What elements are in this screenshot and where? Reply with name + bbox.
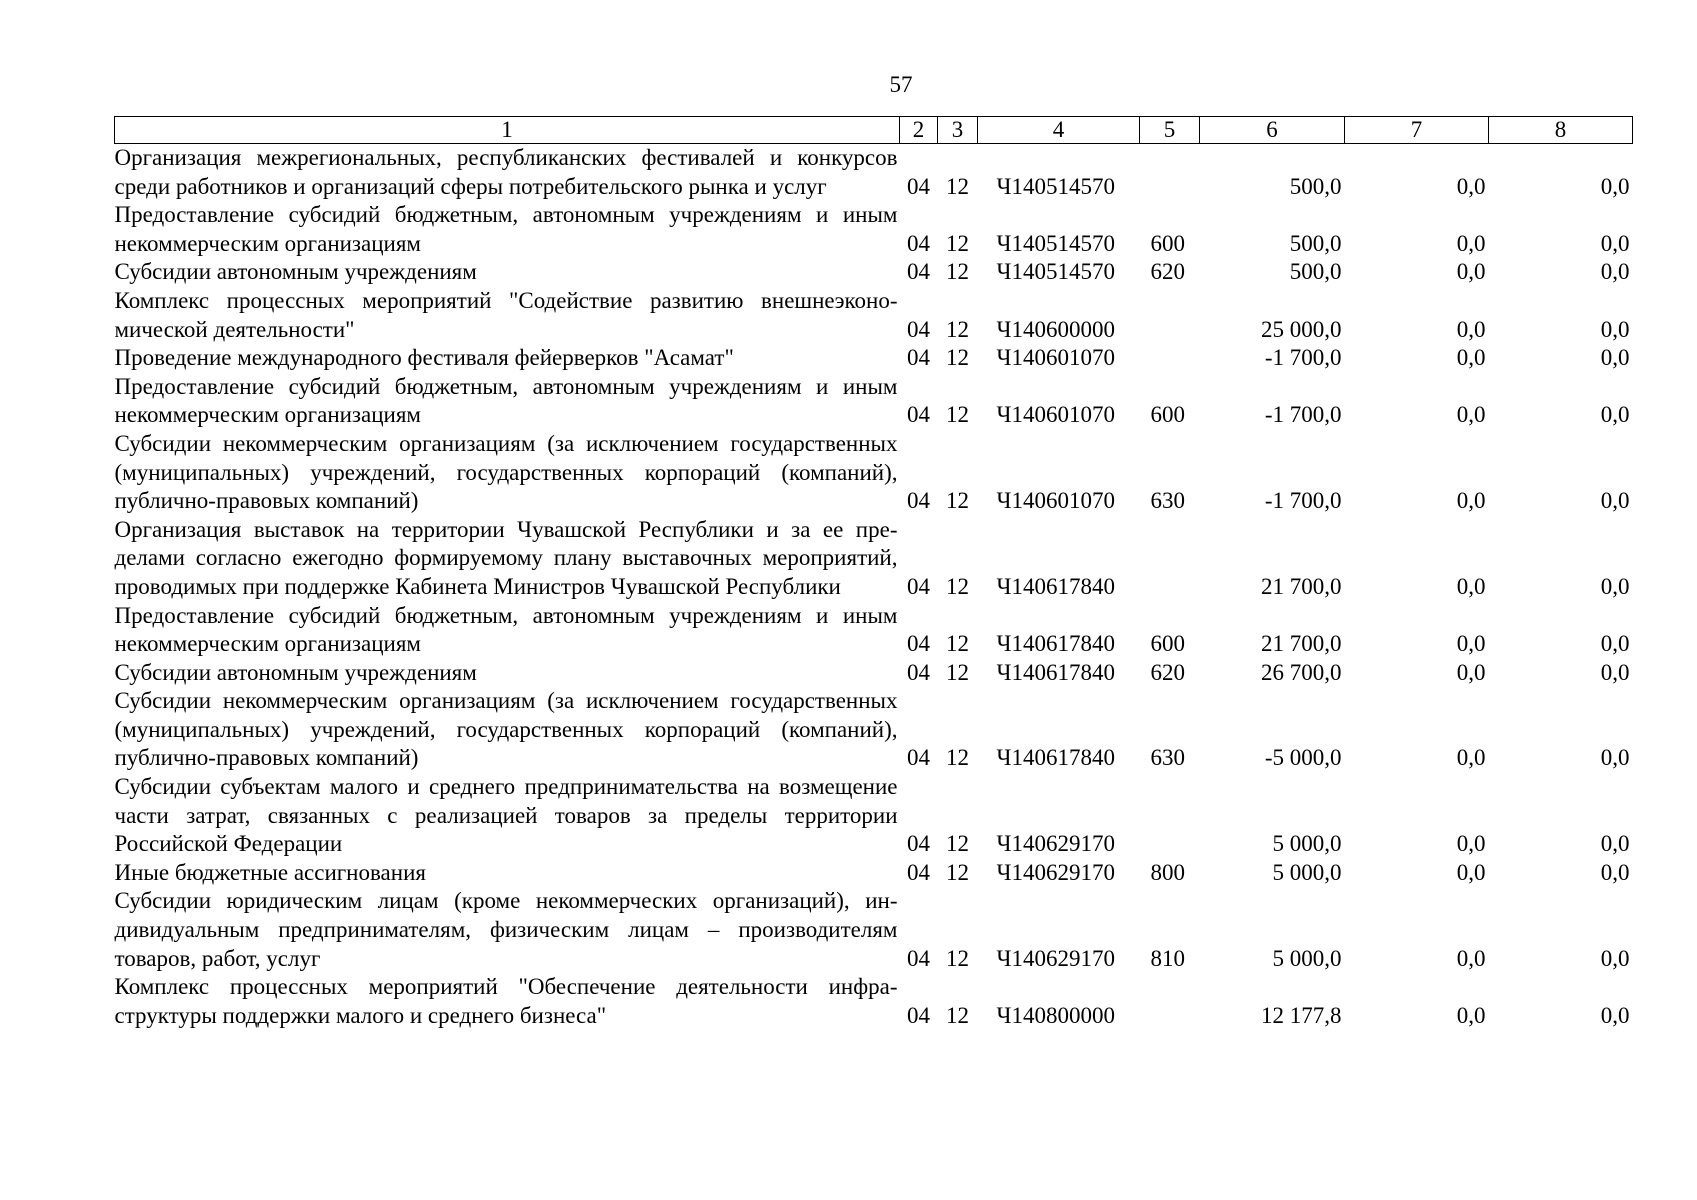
subsection-code: 12 [946,345,969,371]
amount-col-8: 0,0 [1600,230,1630,256]
section-code: 04 [907,831,930,857]
target-article-code: Ч140629170 [996,831,1115,857]
item-name: Организация межрегиональных, республиканских фестивалей и конкурсов среди работников и организаций сферы потребительского рынка и услуг [114,145,898,199]
table-body [115,144,1633,1031]
item-name: Организация выставок на территории Чувашской Республики и за ее пределами согласно ежегодно формируемому плану выставочных мероприятий, проводимых при поддержке Кабинета Министров Чувашской Республики [114,516,898,599]
table-row [115,859,1633,888]
header-row [115,117,1633,144]
section-code: 04 [907,945,930,971]
column-header: 4 [978,117,1140,144]
item-name: Субсидии субъектам малого и среднего предпринимательства на возмещение части затрат, связанных с реализацией товаров за пределы территории Российской Федерации [114,774,898,857]
subsection-code: 12 [946,1002,969,1028]
item-name: Предоставление субсидий бюджетным, автономным учреждениям и иным некоммерческим организациям [114,602,898,657]
column-header: 8 [1489,117,1633,144]
table-row [115,887,1633,973]
amount-col-7: 0,0 [1456,659,1486,685]
budget-table [114,116,1633,1030]
subsection-code: 12 [946,488,969,514]
subsection-code: 12 [946,945,969,971]
amount-col-6: 500,0 [1289,173,1342,199]
expense-type-code: 600 [1150,230,1185,256]
expense-type-code [1140,973,1200,1030]
amount-col-7: 0,0 [1456,345,1486,371]
target-article-code: Ч140600000 [996,316,1115,342]
expense-type-code: 620 [1150,659,1185,685]
amount-col-6: 12 177,8 [1261,1002,1342,1028]
amount-col-6: -1 700,0 [1264,345,1342,371]
table-row [115,201,1633,258]
target-article-code: Ч140601070 [996,402,1115,428]
amount-col-8: 0,0 [1600,316,1630,342]
amount-col-7: 0,0 [1456,745,1486,771]
target-article-code: Ч140514570 [996,259,1115,285]
section-code: 04 [907,173,930,199]
expense-type-code: 630 [1150,745,1185,771]
column-header: 1 [115,117,900,144]
amount-col-8: 0,0 [1600,659,1630,685]
section-code: 04 [907,745,930,771]
column-header: 6 [1200,117,1345,144]
table-row [115,973,1633,1030]
table-row [115,344,1633,373]
amount-col-6: -5 000,0 [1264,745,1342,771]
item-name: Субсидии некоммерческим организациям (за исключением государственных (муниципальных) учреждений, государственных корпораций (компаний), публично-правовых компаний) [114,430,898,514]
amount-col-6: 500,0 [1289,230,1342,256]
section-code: 04 [907,402,930,428]
subsection-code: 12 [946,831,969,857]
amount-col-8: 0,0 [1600,573,1630,599]
target-article-code: Ч140617840 [996,659,1115,685]
amount-col-6: 5 000,0 [1272,831,1342,857]
expense-type-code: 810 [1150,945,1185,971]
amount-col-6: 21 700,0 [1261,631,1342,657]
section-code: 04 [907,345,930,371]
amount-col-7: 0,0 [1456,945,1486,971]
amount-col-8: 0,0 [1600,859,1630,885]
table-row [115,144,1633,202]
amount-col-6: 26 700,0 [1261,659,1342,685]
amount-col-8: 0,0 [1600,745,1630,771]
amount-col-6: 500,0 [1289,259,1342,285]
column-header: 3 [938,117,978,144]
section-code: 04 [907,230,930,256]
table-row [115,430,1633,516]
column-header: 5 [1140,117,1200,144]
amount-col-8: 0,0 [1600,259,1630,285]
expense-type-code [1140,287,1200,344]
target-article-code: Ч140514570 [996,173,1115,199]
amount-col-8: 0,0 [1600,945,1630,971]
item-name: Субсидии некоммерческим организациям (за исключением государственных (муниципальных) учреждений, государственных корпораций (компаний), публично-правовых компаний) [114,688,898,771]
table-row [115,287,1633,344]
amount-col-8: 0,0 [1600,488,1630,514]
amount-col-7: 0,0 [1456,1002,1486,1028]
column-header: 2 [900,117,938,144]
subsection-code: 12 [946,316,969,342]
amount-col-8: 0,0 [1600,402,1630,428]
table-row [115,659,1633,688]
item-name: Иные бюджетные ассигнования [114,859,426,885]
amount-col-8: 0,0 [1600,1002,1630,1028]
item-name: Предоставление субсидий бюджетным, автономным учреждениям и иным некоммерческим организациям [114,373,898,428]
amount-col-6: 5 000,0 [1272,859,1342,885]
table-row [115,516,1633,602]
expense-type-code: 600 [1150,631,1185,657]
amount-col-7: 0,0 [1456,831,1486,857]
column-header: 7 [1345,117,1489,144]
section-code: 04 [907,316,930,342]
target-article-code: Ч140617840 [996,631,1115,657]
section-code: 04 [907,488,930,514]
target-article-code: Ч140629170 [996,859,1115,885]
section-code: 04 [907,659,930,685]
amount-col-6: 5 000,0 [1272,945,1342,971]
amount-col-7: 0,0 [1456,173,1486,199]
subsection-code: 12 [946,745,969,771]
item-name: Комплекс процессных мероприятий "Содействие развитию внешнеэкономической деятельности" [114,287,898,342]
amount-col-7: 0,0 [1456,488,1486,514]
target-article-code: Ч140601070 [996,488,1115,514]
amount-col-6: -1 700,0 [1264,402,1342,428]
table-row [115,258,1633,287]
amount-col-6: 25 000,0 [1261,316,1342,342]
amount-col-7: 0,0 [1456,259,1486,285]
section-code: 04 [907,1002,930,1028]
expense-type-code: 630 [1150,488,1185,514]
amount-col-6: -1 700,0 [1264,488,1342,514]
item-name: Субсидии автономным учреждениям [114,259,477,285]
section-code: 04 [907,259,930,285]
expense-type-code: 600 [1150,402,1185,428]
expense-type-code [1140,516,1200,602]
expense-type-code: 620 [1150,259,1185,285]
amount-col-7: 0,0 [1456,402,1486,428]
expense-type-code [1140,773,1200,859]
amount-col-7: 0,0 [1456,230,1486,256]
table-row [115,773,1633,859]
amount-col-7: 0,0 [1456,631,1486,657]
item-name: Проведение международного фестиваля фейерверков "Асамат" [114,345,734,371]
subsection-code: 12 [946,230,969,256]
table-row [115,602,1633,659]
target-article-code: Ч140617840 [996,573,1115,599]
amount-col-7: 0,0 [1456,859,1486,885]
expense-type-code [1140,144,1200,202]
page-number: 57 [889,72,913,97]
subsection-code: 12 [946,631,969,657]
subsection-code: 12 [946,402,969,428]
amount-col-8: 0,0 [1600,173,1630,199]
amount-col-6: 21 700,0 [1261,573,1342,599]
target-article-code: Ч140601070 [996,345,1115,371]
target-article-code: Ч140629170 [996,945,1115,971]
amount-col-7: 0,0 [1456,573,1486,599]
expense-type-code: 800 [1150,859,1185,885]
amount-col-8: 0,0 [1600,831,1630,857]
section-code: 04 [907,631,930,657]
subsection-code: 12 [946,859,969,885]
expense-type-code [1140,344,1200,373]
subsection-code: 12 [946,573,969,599]
table-row [115,687,1633,773]
amount-col-8: 0,0 [1600,631,1630,657]
subsection-code: 12 [946,173,969,199]
item-name: Предоставление субсидий бюджетным, автономным учреждениям и иным некоммерческим организациям [114,202,898,256]
section-code: 04 [907,573,930,599]
target-article-code: Ч140617840 [996,745,1115,771]
subsection-code: 12 [946,259,969,285]
amount-col-7: 0,0 [1456,316,1486,342]
target-article-code: Ч140800000 [996,1002,1115,1028]
subsection-code: 12 [946,659,969,685]
item-name: Субсидии юридическим лицам (кроме некоммерческих организаций), индивидуальным предпринимателям, физическим лицам – производителям товаров, работ, услуг [114,888,898,971]
item-name: Субсидии автономным учреждениям [114,659,477,685]
item-name: Комплекс процессных мероприятий "Обеспечение деятельности инфраструктуры поддержки малого и среднего бизнеса" [114,974,898,1028]
section-code: 04 [907,859,930,885]
table-row [115,373,1633,430]
target-article-code: Ч140514570 [996,230,1115,256]
amount-col-8: 0,0 [1600,345,1630,371]
